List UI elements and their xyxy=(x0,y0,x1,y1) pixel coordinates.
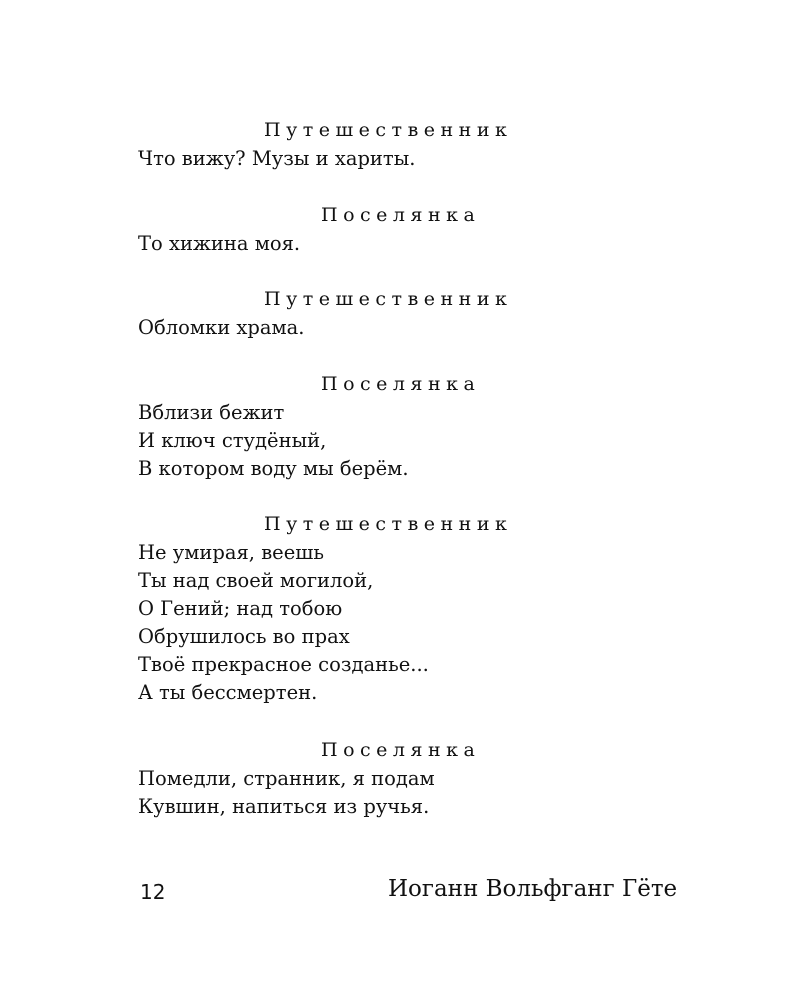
speaker-heading: Поселянка xyxy=(321,373,481,395)
verse-line: Обломки храма. xyxy=(138,316,305,339)
speaker-heading: Путешественник xyxy=(264,513,513,535)
verse-line: То хижина моя. xyxy=(138,232,301,255)
verse-line: Вблизи бежит xyxy=(138,401,285,424)
page-number: 12 xyxy=(140,880,166,904)
verse-line: Кувшин, напиться из ручья. xyxy=(138,795,430,818)
verse-line: О Гений; над тобою xyxy=(138,597,343,620)
verse-line: Что вижу? Музы и хариты. xyxy=(138,147,416,170)
verse-line: Помедли, странник, я подам xyxy=(138,767,435,790)
verse-line: А ты бессмертен. xyxy=(138,681,318,704)
verse-line: И ключ студёный, xyxy=(138,429,327,452)
verse-line: Не умирая, веешь xyxy=(138,541,324,564)
verse-line: Обрушилось во прах xyxy=(138,625,350,648)
speaker-heading: Поселянка xyxy=(321,739,481,761)
speaker-heading: Поселянка xyxy=(321,204,481,226)
verse-line: В котором воду мы берём. xyxy=(138,457,409,480)
verse-line: Твоё прекрасное созданье... xyxy=(138,653,429,676)
speaker-heading: Путешественник xyxy=(264,288,513,310)
running-title: Иоганн Вольфганг Гёте xyxy=(388,876,678,902)
speaker-heading: Путешественник xyxy=(264,119,513,141)
verse-line: Ты над своей могилой, xyxy=(138,569,374,592)
